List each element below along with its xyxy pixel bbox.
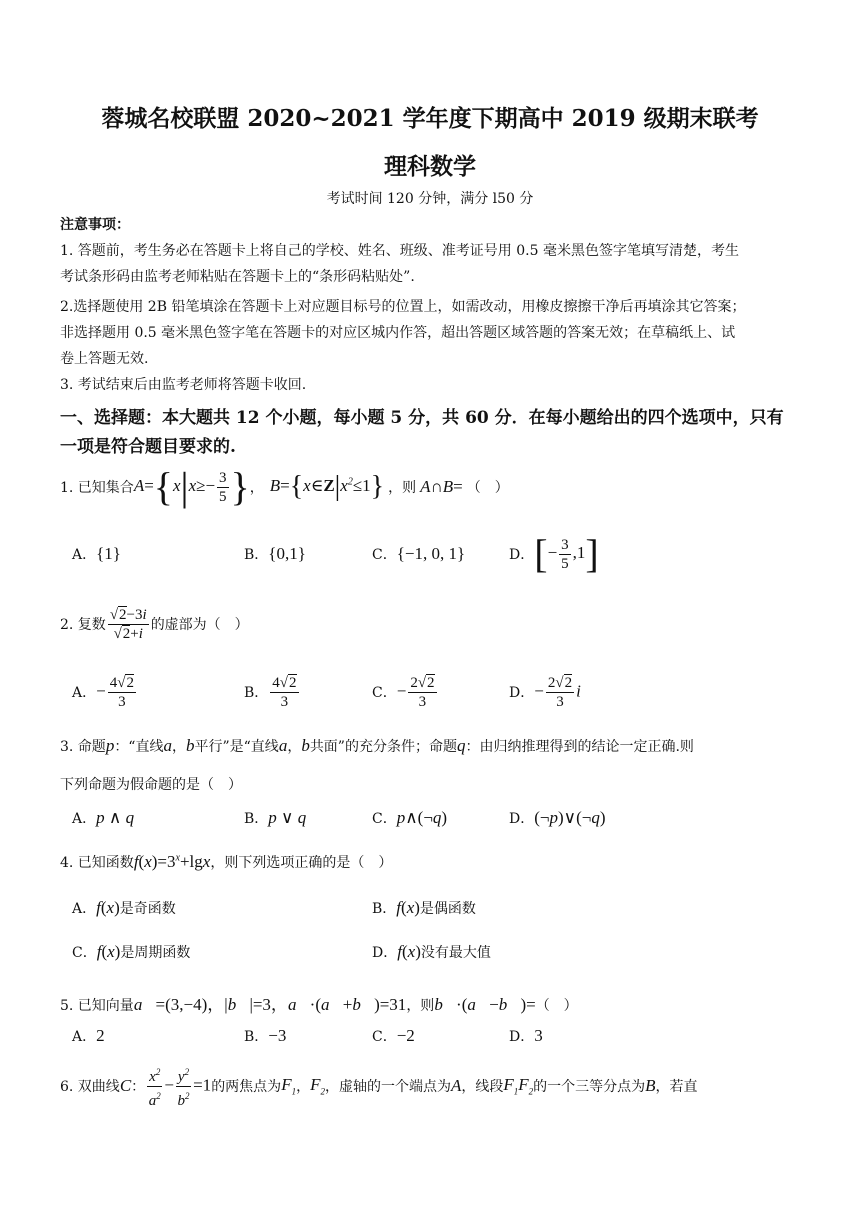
q1-set-b: $B=\{x\in Z|x^2\le 1\}$ bbox=[269, 471, 385, 502]
q4-options-row1: A．f(x)是奇函数 B．f(x)是偶函数 bbox=[72, 898, 476, 917]
question-1: 1. 已知集合 A={x|x≥− $\frac{3}{5}$ } ， $B=\{x\in Z|x^2\le 1\}$ ，则 A∩B= （ ） bbox=[60, 464, 509, 509]
q3-option-a: p ∧ q bbox=[96, 808, 135, 827]
q1-options: A．{1} B．{0,1} C．{−1, 0, 1} D． [− $\frac{3}{5}$ ,1] bbox=[72, 531, 599, 576]
note-1b: 考试条形码由监考老师粘贴在答题卡上的“条形码粘贴处”. bbox=[60, 269, 415, 285]
q5-option-a: 2 bbox=[96, 1026, 105, 1045]
note-2a: 2.选择题使用 2B 铅笔填涂在答题卡上对应题目标号的位置上，如需改动，用橡皮擦擦干净后再填涂其它答案； bbox=[60, 299, 746, 315]
q5-option-c: −2 bbox=[396, 1026, 415, 1045]
q4-function: $f(x)=3^x+\lg x$ bbox=[133, 852, 211, 871]
q6-hyperbola: $\frac{x^2}{a^2}$ − $\frac{y^2}{b^2}$ =1 bbox=[145, 1063, 211, 1110]
section-heading-2: 一项是符合题目要求的. bbox=[60, 437, 236, 457]
q5-vectors: a⃗=(3,−4)，|b⃗|=3，a⃗·(a⃗+b⃗)=31 bbox=[133, 995, 407, 1014]
q1-option-a: {1} bbox=[96, 544, 121, 563]
q1-option-d: [− $\frac{3}{5}$ ,1] bbox=[534, 531, 599, 576]
notes-heading: 注意事项： bbox=[60, 217, 130, 233]
note-2b: 非选择题用 0.5 毫米黑色签字笔在答题卡的对应区城内作答，超出答题区域答题的答案无效；在草稿纸上、试 bbox=[60, 325, 736, 341]
q1-option-c: {−1, 0, 1} bbox=[396, 544, 466, 563]
question-2: 2. 复数 $\frac{√2-3i}{√2+i}$ 的虚部为（ ） bbox=[60, 606, 249, 642]
section-heading-1: 一、选择题：本大题共 12 个小题，每小题 5 分，共 60 分．在每小题给出的四个选项中，只有 bbox=[60, 408, 784, 428]
q2-option-a: − $\frac{4√2}{3}$ bbox=[96, 674, 134, 710]
q1-option-b: {0,1} bbox=[268, 544, 306, 563]
q5-options: A．2 B．−3 C．−2 D．3 bbox=[72, 1026, 543, 1045]
q2-option-b: $\frac{4√2}{3}$ bbox=[272, 674, 297, 710]
question-4: 4. 已知函数$f(x)=3^x+\lg x$，则下列选项正确的是（ ） bbox=[60, 852, 393, 871]
note-3: 3. 考试结束后由监考老师将答题卡收回. bbox=[60, 377, 307, 393]
question-3-line1: 3. 命题p：“直线a，b平行”是“直线a，b共面”的充分条件；命题q：由归纳推理得到的结论一定正确.则 bbox=[60, 736, 694, 755]
q3-option-d: (¬p)∨(¬q) bbox=[534, 808, 606, 827]
q4-option-c: 是周期函数 bbox=[120, 945, 191, 961]
note-1a: 1. 答题前，考生务必在答题卡上将自己的学校、姓名、班级、准考证号用 0.5 毫米黑色签字笔填写清楚，考生 bbox=[60, 243, 739, 259]
q4-options-row2: C．f(x)是周期函数 D．f(x)没有最大值 bbox=[72, 942, 491, 961]
q2-complex-fraction: $\frac{√2-3i}{√2+i}$ bbox=[109, 606, 147, 642]
q2-option-c: − $\frac{2√2}{3}$ bbox=[396, 674, 435, 710]
q5-option-b: −3 bbox=[268, 1026, 287, 1045]
q4-option-b: 是偶函数 bbox=[419, 901, 476, 917]
question-5: 5. 已知向量a⃗=(3,−4)，|b⃗|=3，a⃗·(a⃗+b⃗)=31，则b⃗·(a⃗−b⃗)=（ ） bbox=[60, 995, 578, 1014]
q3-option-b: p ∨ q bbox=[268, 808, 307, 827]
q4-option-a: 是奇函数 bbox=[119, 901, 176, 917]
exam-info: 考试时间 120 分钟，满分 l50 分 bbox=[326, 191, 534, 207]
q2-options: A． − $\frac{4√2}{3}$ B． $\frac{4√2}{3}$ C． − $\frac{2√2}{3}$ D． − $\frac{2√2}{3}$ i bbox=[72, 674, 581, 710]
q5-option-d: 3 bbox=[534, 1026, 543, 1045]
exam-title: 蓉城名校联盟 2020~2021 学年度下期高中 2019 级期末联考 bbox=[101, 105, 759, 132]
note-2c: 卷上答题无效. bbox=[60, 351, 149, 367]
q3-option-c: p∧(¬q) bbox=[396, 808, 448, 827]
q4-option-d: 没有最大值 bbox=[420, 945, 491, 961]
question-3-line2: 下列命题为假命题的是（ ） bbox=[60, 777, 242, 793]
q3-options: A．p ∧ q B．p ∨ q C．p∧(¬q) D．(¬p)∨(¬q) bbox=[72, 808, 606, 827]
q1-prefix: 1. 已知集合 bbox=[60, 480, 134, 496]
q2-option-d: − $\frac{2√2}{3}$ i bbox=[534, 674, 581, 710]
question-6: 6. 双曲线 C ： $\frac{x^2}{a^2}$ − $\frac{y^2}{b^2}$ =1 的两焦点为 $F_1$ ， $F_2$ ，虚轴的一个端点为 A ，线段 $F_1F_2$ 的一个三等分点为 B ，若直 bbox=[60, 1060, 698, 1112]
q1-set-a: A={x|x≥− $\frac{3}{5}$ } bbox=[133, 464, 250, 509]
exam-subject: 理科数学 bbox=[384, 153, 476, 180]
